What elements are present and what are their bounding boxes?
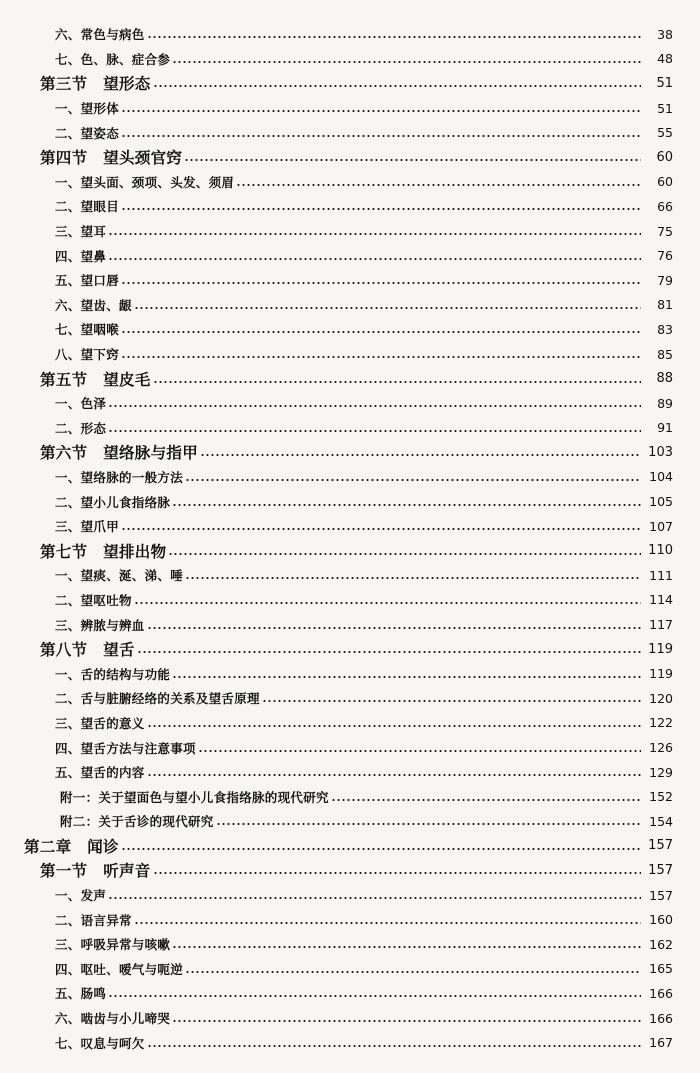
toc-entry-page-number: 162 bbox=[649, 936, 673, 952]
dot-leader bbox=[331, 798, 641, 802]
toc-entry-page-number: 104 bbox=[649, 469, 673, 485]
toc-entry-title: 二、望小儿食指络脉 bbox=[55, 494, 171, 510]
toc-entry-title: 第五节 望皮毛 bbox=[40, 369, 151, 389]
dot-leader bbox=[147, 1044, 641, 1048]
toc-entry bbox=[0, 981, 700, 1006]
toc-entry-title: 二、望姿态 bbox=[55, 125, 120, 141]
dot-leader bbox=[216, 822, 641, 826]
toc-entry-page-number: 81 bbox=[657, 297, 673, 313]
dot-leader bbox=[121, 527, 641, 531]
toc-entry-title: 七、色、脉、症合参 bbox=[55, 51, 171, 67]
toc-entry bbox=[0, 416, 700, 441]
dot-leader bbox=[108, 896, 641, 900]
toc-entry-page-number: 157 bbox=[648, 838, 673, 854]
toc-entry bbox=[0, 883, 700, 908]
toc-entry-title: 四、望舌方法与注意事项 bbox=[55, 740, 196, 756]
toc-entry bbox=[0, 317, 700, 342]
toc-entry-title: 第一节 听声音 bbox=[40, 861, 151, 881]
toc-entry-title: 五、肠鸣 bbox=[55, 986, 107, 1002]
toc-entry-title: 一、望络脉的一般方法 bbox=[55, 469, 184, 485]
dot-leader bbox=[121, 281, 641, 285]
toc-entry bbox=[0, 440, 700, 465]
dot-leader bbox=[153, 380, 641, 384]
toc-entry-title: 五、望舌的内容 bbox=[55, 765, 145, 781]
toc-entry bbox=[0, 219, 700, 244]
toc-entry bbox=[0, 686, 700, 711]
toc-entry bbox=[0, 342, 700, 367]
toc-entry-page-number: 167 bbox=[649, 1035, 673, 1051]
toc-entry-page-number: 79 bbox=[657, 272, 673, 288]
toc-entry bbox=[0, 465, 700, 490]
toc-entry-title: 一、色泽 bbox=[55, 396, 107, 412]
toc-entry bbox=[0, 22, 700, 47]
toc-entry-title: 一、望痰、涎、涕、唾 bbox=[55, 568, 184, 584]
toc-entry-page-number: 119 bbox=[648, 641, 673, 657]
toc-entry-title: 第四节 望头颈官窍 bbox=[40, 148, 183, 168]
toc-entry bbox=[0, 588, 700, 613]
toc-entry bbox=[0, 514, 700, 539]
toc-entry-title: 二、舌与脏腑经络的关系及望舌原理 bbox=[55, 691, 260, 707]
toc-entry bbox=[0, 538, 700, 563]
toc-entry-title: 一、望形体 bbox=[55, 101, 120, 117]
dot-leader bbox=[185, 970, 641, 974]
toc-entry-page-number: 51 bbox=[657, 100, 673, 116]
toc-entry-title: 一、发声 bbox=[55, 888, 107, 904]
toc-entry bbox=[0, 268, 700, 293]
table-of-contents bbox=[0, 22, 700, 1055]
toc-entry-title: 七、叹息与呵欠 bbox=[55, 1035, 145, 1051]
toc-entry-title: 六、望齿、龈 bbox=[55, 297, 132, 313]
toc-entry bbox=[0, 907, 700, 932]
dot-leader bbox=[198, 749, 641, 753]
toc-entry-page-number: 66 bbox=[657, 198, 673, 214]
toc-entry-page-number: 120 bbox=[649, 690, 673, 706]
toc-entry-page-number: 157 bbox=[648, 862, 673, 878]
toc-entry bbox=[0, 858, 700, 883]
toc-entry-title: 三、呼吸异常与咳嗽 bbox=[55, 937, 171, 953]
toc-entry-title: 四、望鼻 bbox=[55, 248, 107, 264]
toc-entry bbox=[0, 957, 700, 982]
dot-leader bbox=[121, 207, 641, 211]
toc-entry-page-number: 38 bbox=[657, 26, 673, 42]
toc-entry-title: 三、望舌的意义 bbox=[55, 715, 145, 731]
toc-entry-page-number: 166 bbox=[649, 985, 673, 1001]
toc-entry-page-number: 119 bbox=[649, 666, 673, 682]
toc-entry bbox=[0, 612, 700, 637]
dot-leader bbox=[147, 773, 641, 777]
toc-entry-page-number: 114 bbox=[649, 592, 673, 608]
toc-entry-title: 第八节 望舌 bbox=[40, 640, 135, 660]
toc-entry-title: 七、望咽喉 bbox=[55, 322, 120, 338]
dot-leader bbox=[172, 945, 641, 949]
toc-entry-page-number: 85 bbox=[657, 346, 673, 362]
toc-entry-title: 第六节 望络脉与指甲 bbox=[40, 443, 199, 463]
toc-entry-title: 第七节 望排出物 bbox=[40, 541, 167, 561]
toc-entry bbox=[0, 760, 700, 785]
dot-leader bbox=[153, 871, 641, 875]
toc-entry-page-number: 166 bbox=[649, 1010, 673, 1026]
toc-entry-title: 二、望呕吐物 bbox=[55, 592, 132, 608]
toc-entry-page-number: 75 bbox=[657, 223, 673, 239]
toc-entry bbox=[0, 1030, 700, 1055]
dot-leader bbox=[172, 60, 641, 64]
toc-entry-page-number: 76 bbox=[657, 248, 673, 264]
toc-entry-page-number: 55 bbox=[657, 125, 673, 141]
toc-entry bbox=[0, 194, 700, 219]
toc-entry-title: 二、望眼目 bbox=[55, 199, 120, 215]
toc-entry-title: 第二章 闻诊 bbox=[24, 836, 119, 856]
toc-entry-title: 五、望口唇 bbox=[55, 273, 120, 289]
dot-leader bbox=[134, 306, 641, 310]
toc-entry bbox=[0, 120, 700, 145]
toc-entry bbox=[0, 145, 700, 170]
toc-entry-page-number: 111 bbox=[649, 567, 673, 583]
dot-leader bbox=[134, 601, 641, 605]
dot-leader bbox=[172, 675, 641, 679]
toc-entry-title: 三、望爪甲 bbox=[55, 519, 120, 535]
toc-entry bbox=[0, 243, 700, 268]
toc-entry-title: 三、望耳 bbox=[55, 224, 107, 240]
toc-entry bbox=[0, 735, 700, 760]
toc-entry-title: 三、辨脓与辨血 bbox=[55, 617, 145, 633]
toc-entry-page-number: 105 bbox=[649, 494, 673, 510]
toc-entry-page-number: 129 bbox=[649, 764, 673, 780]
dot-leader bbox=[108, 257, 641, 261]
toc-entry-title: 六、啮齿与小儿啼哭 bbox=[55, 1011, 171, 1027]
toc-entry-page-number: 110 bbox=[648, 543, 673, 559]
dot-leader bbox=[172, 1019, 641, 1023]
dot-leader bbox=[184, 158, 641, 162]
dot-leader bbox=[121, 134, 641, 138]
toc-entry-page-number: 117 bbox=[649, 617, 673, 633]
toc-entry-title: 四、呕吐、嗳气与呃逆 bbox=[55, 961, 184, 977]
toc-entry bbox=[0, 391, 700, 416]
toc-entry-page-number: 60 bbox=[656, 149, 673, 165]
toc-entry bbox=[0, 784, 700, 809]
toc-entry bbox=[0, 563, 700, 588]
toc-entry bbox=[0, 809, 700, 834]
toc-entry bbox=[0, 1006, 700, 1031]
toc-entry-page-number: 126 bbox=[649, 740, 673, 756]
dot-leader bbox=[147, 626, 641, 630]
dot-leader bbox=[236, 183, 641, 187]
toc-entry-page-number: 83 bbox=[657, 321, 673, 337]
toc-entry bbox=[0, 711, 700, 736]
toc-entry bbox=[0, 489, 700, 514]
toc-entry-title: 第三节 望形态 bbox=[40, 74, 151, 94]
toc-entry bbox=[0, 637, 700, 662]
dot-leader bbox=[185, 576, 641, 580]
dot-leader bbox=[121, 847, 641, 851]
toc-entry-page-number: 89 bbox=[657, 395, 673, 411]
dot-leader bbox=[121, 355, 641, 359]
toc-entry-page-number: 60 bbox=[657, 174, 673, 190]
toc-entry-title: 附一：关于望面色与望小儿食指络脉的现代研究 bbox=[60, 789, 329, 805]
dot-leader bbox=[147, 35, 641, 39]
dot-leader bbox=[185, 478, 641, 482]
toc-entry-page-number: 48 bbox=[657, 51, 673, 67]
dot-leader bbox=[121, 330, 641, 334]
toc-entry bbox=[0, 366, 700, 391]
toc-entry-page-number: 91 bbox=[657, 420, 673, 436]
dot-leader bbox=[168, 552, 641, 556]
toc-entry bbox=[0, 47, 700, 72]
toc-entry-title: 一、舌的结构与功能 bbox=[55, 666, 171, 682]
toc-entry bbox=[0, 71, 700, 96]
toc-entry-page-number: 152 bbox=[649, 789, 673, 805]
toc-entry-page-number: 157 bbox=[649, 887, 673, 903]
dot-leader bbox=[108, 404, 641, 408]
dot-leader bbox=[153, 84, 641, 88]
toc-entry-title: 二、语言异常 bbox=[55, 912, 132, 928]
dot-leader bbox=[108, 994, 641, 998]
dot-leader bbox=[134, 921, 641, 925]
toc-entry bbox=[0, 834, 700, 859]
toc-entry-page-number: 51 bbox=[656, 75, 673, 91]
toc-entry-page-number: 107 bbox=[649, 518, 673, 534]
toc-entry bbox=[0, 293, 700, 318]
toc-entry bbox=[0, 932, 700, 957]
toc-entry bbox=[0, 170, 700, 195]
toc-entry bbox=[0, 96, 700, 121]
dot-leader bbox=[108, 429, 641, 433]
toc-entry bbox=[0, 661, 700, 686]
toc-entry-page-number: 160 bbox=[649, 912, 673, 928]
toc-entry-title: 六、常色与病色 bbox=[55, 27, 145, 43]
toc-entry-page-number: 88 bbox=[656, 371, 673, 387]
toc-entry-page-number: 103 bbox=[648, 444, 673, 460]
toc-entry-title: 一、望头面、颈项、头发、须眉 bbox=[55, 174, 235, 190]
toc-entry-title: 八、望下窍 bbox=[55, 347, 120, 363]
toc-entry-title: 附二：关于舌诊的现代研究 bbox=[60, 814, 214, 830]
dot-leader bbox=[137, 650, 641, 654]
toc-entry-page-number: 154 bbox=[649, 813, 673, 829]
dot-leader bbox=[121, 109, 641, 113]
dot-leader bbox=[200, 453, 641, 457]
toc-entry-title: 二、形态 bbox=[55, 420, 107, 436]
dot-leader bbox=[172, 503, 641, 507]
dot-leader bbox=[108, 232, 641, 236]
dot-leader bbox=[262, 699, 641, 703]
toc-entry-page-number: 165 bbox=[649, 961, 673, 977]
dot-leader bbox=[147, 724, 641, 728]
toc-entry-page-number: 122 bbox=[649, 715, 673, 731]
